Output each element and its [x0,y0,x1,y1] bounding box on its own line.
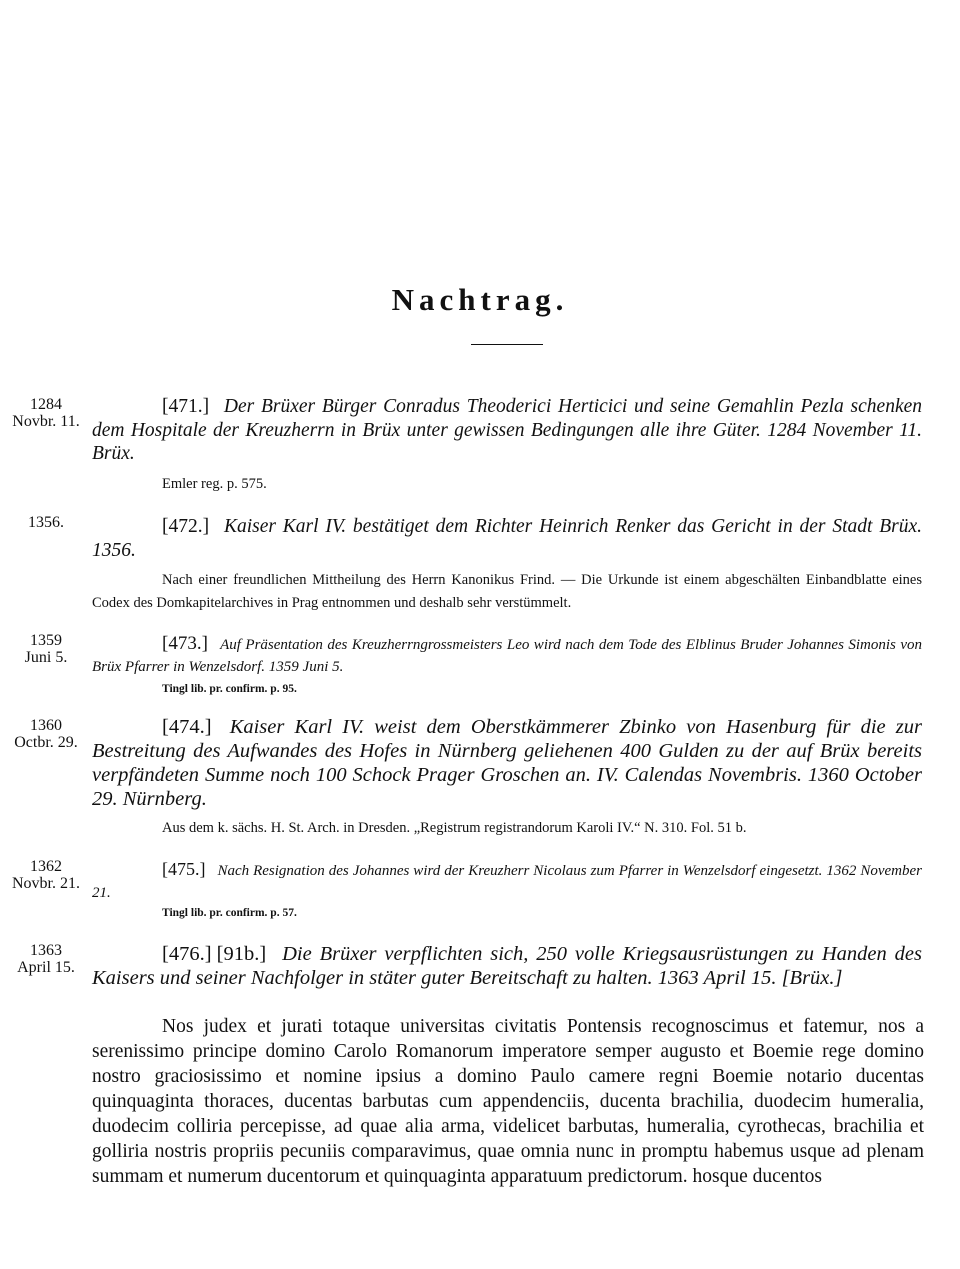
entry-summary: Die Brüxer verpflichten sich, 250 volle Kriegsausrüstungen zu Handen des Kaisers und seiner Nachfolger in stäter guter Bereitschaft zu halten. 1363 April 15. [Brüx.] [92,943,922,989]
margin-date-475 [6,858,86,892]
entry-471 [92,395,922,466]
margin-year: 1359 [30,632,62,649]
margin-year: 1363 [30,942,62,959]
margin-day: Juni 5. [24,649,68,666]
entry-number: [475.] [162,859,206,879]
margin-date-476 [6,942,86,976]
margin-date-472 [6,514,86,531]
entry-number: [474.] [162,716,212,738]
margin-day: Novbr. 11. [12,413,80,430]
title-rule [471,344,543,345]
margin-year: 1360 [30,717,62,734]
margin-day: Novbr. 21. [12,875,80,892]
margin-date-474 [6,717,86,751]
margin-day: Octbr. 29. [14,734,78,751]
entry-number: [471.] [162,396,210,417]
document-body-text: Nos judex et jurati totaque universitas civitatis Pontensis recognoscimus et fatemur, nos a serenissimo principe domino Carolo Romanorum imperatore semper augusto et Boemie rege domino nostro graciosissimo et nomine ipsius a domino Paulo camere regni Boemie notario ducentas quinquaginta thoraces, ducentas barbutas cum appendenciis, ducenta brachilia, duodecim humeralia, duodecim colliria percepisse, ad quae alia arma, videlicet barbutas, humeralia, cyrothecas, brachilia et golliria nostris propriis pecuniis comparavimus, quae omnia nunc in promptu habemus usque ad plenam summam et numerum ducentorum et quinquaginta apparatuum predictorum. hosque ducentos [92,1016,924,1187]
entry-number: [476.] [91b.] [162,943,267,965]
entry-summary: Der Brüxer Bürger Conradus Theoderici Herticici und seine Gemahlin Pezla schenken dem Hospitale der Kreuzherrn in Brüx unter gewissen Bedingungen alle ihre Güter. 1284 November 11. Brüx. [92,396,922,464]
entry-476 [92,942,922,990]
page-title: Nachtrag. [391,282,569,317]
margin-day: April 15. [17,959,75,976]
entry-number: [472.] [162,516,210,537]
entry-474 [92,715,922,811]
margin-date-471 [6,396,86,430]
margin-year: 1284 [30,396,62,413]
source-471: Emler reg. p. 575. [162,476,267,492]
entry-summary: Kaiser Karl IV. bestätiget dem Richter Heinrich Renker das Gericht in der Stadt Brüx. 1356. [92,516,923,561]
margin-date-473 [6,632,86,666]
source-474: Aus dem k. sächs. H. St. Arch. in Dresden. „Registrum registrandorum Karoli IV.“ N. 310. Fol. 51 b. [162,820,747,836]
entry-472 [92,515,922,562]
margin-year: 1362 [30,858,62,875]
entry-summary: Auf Präsentation des Kreuzherrngrossmeisters Leo wird nach dem Tode des Elblinus Bruder Johannes Simonis von Brüx Pfarrer in Wenzelsdorf. 1359 Juni 5. [92,637,923,675]
entry-number: [473.] [162,633,208,654]
entry-summary: Nach Resignation des Johannes wird der Kreuzherr Nicolaus zum Pfarrer in Wenzelsdorf eingesetzt. 1362 November 21. [92,863,922,901]
source-473: Tingl lib. pr. confirm. p. 95. [162,683,297,695]
margin-year: 1356. [28,514,64,531]
note-472: Nach einer freundlichen Mittheilung des Herrn Kanonikus Frind. — Die Urkunde ist einem abgeschälten Einbandblatte eines Codex des Domkapitelarchives in Prag entnommen und deshalb sehr verstümmelt. [92,572,922,611]
entry-475 [92,858,922,904]
entry-summary: Kaiser Karl IV. weist dem Oberstkämmerer Zbinko von Hasenburg für die zur Bestreitung des Aufwandes des Hofes in Nürnberg geliehenen 400 Gulden zu der auf Brüx bereits verpfändeten Summe noch 100 Schock Prager Groschen an. IV. Calendas Novembris. 1360 October 29. Nürnberg. [92,716,922,810]
source-475: Tingl lib. pr. confirm. p. 57. [162,907,297,919]
entry-473 [92,633,922,678]
